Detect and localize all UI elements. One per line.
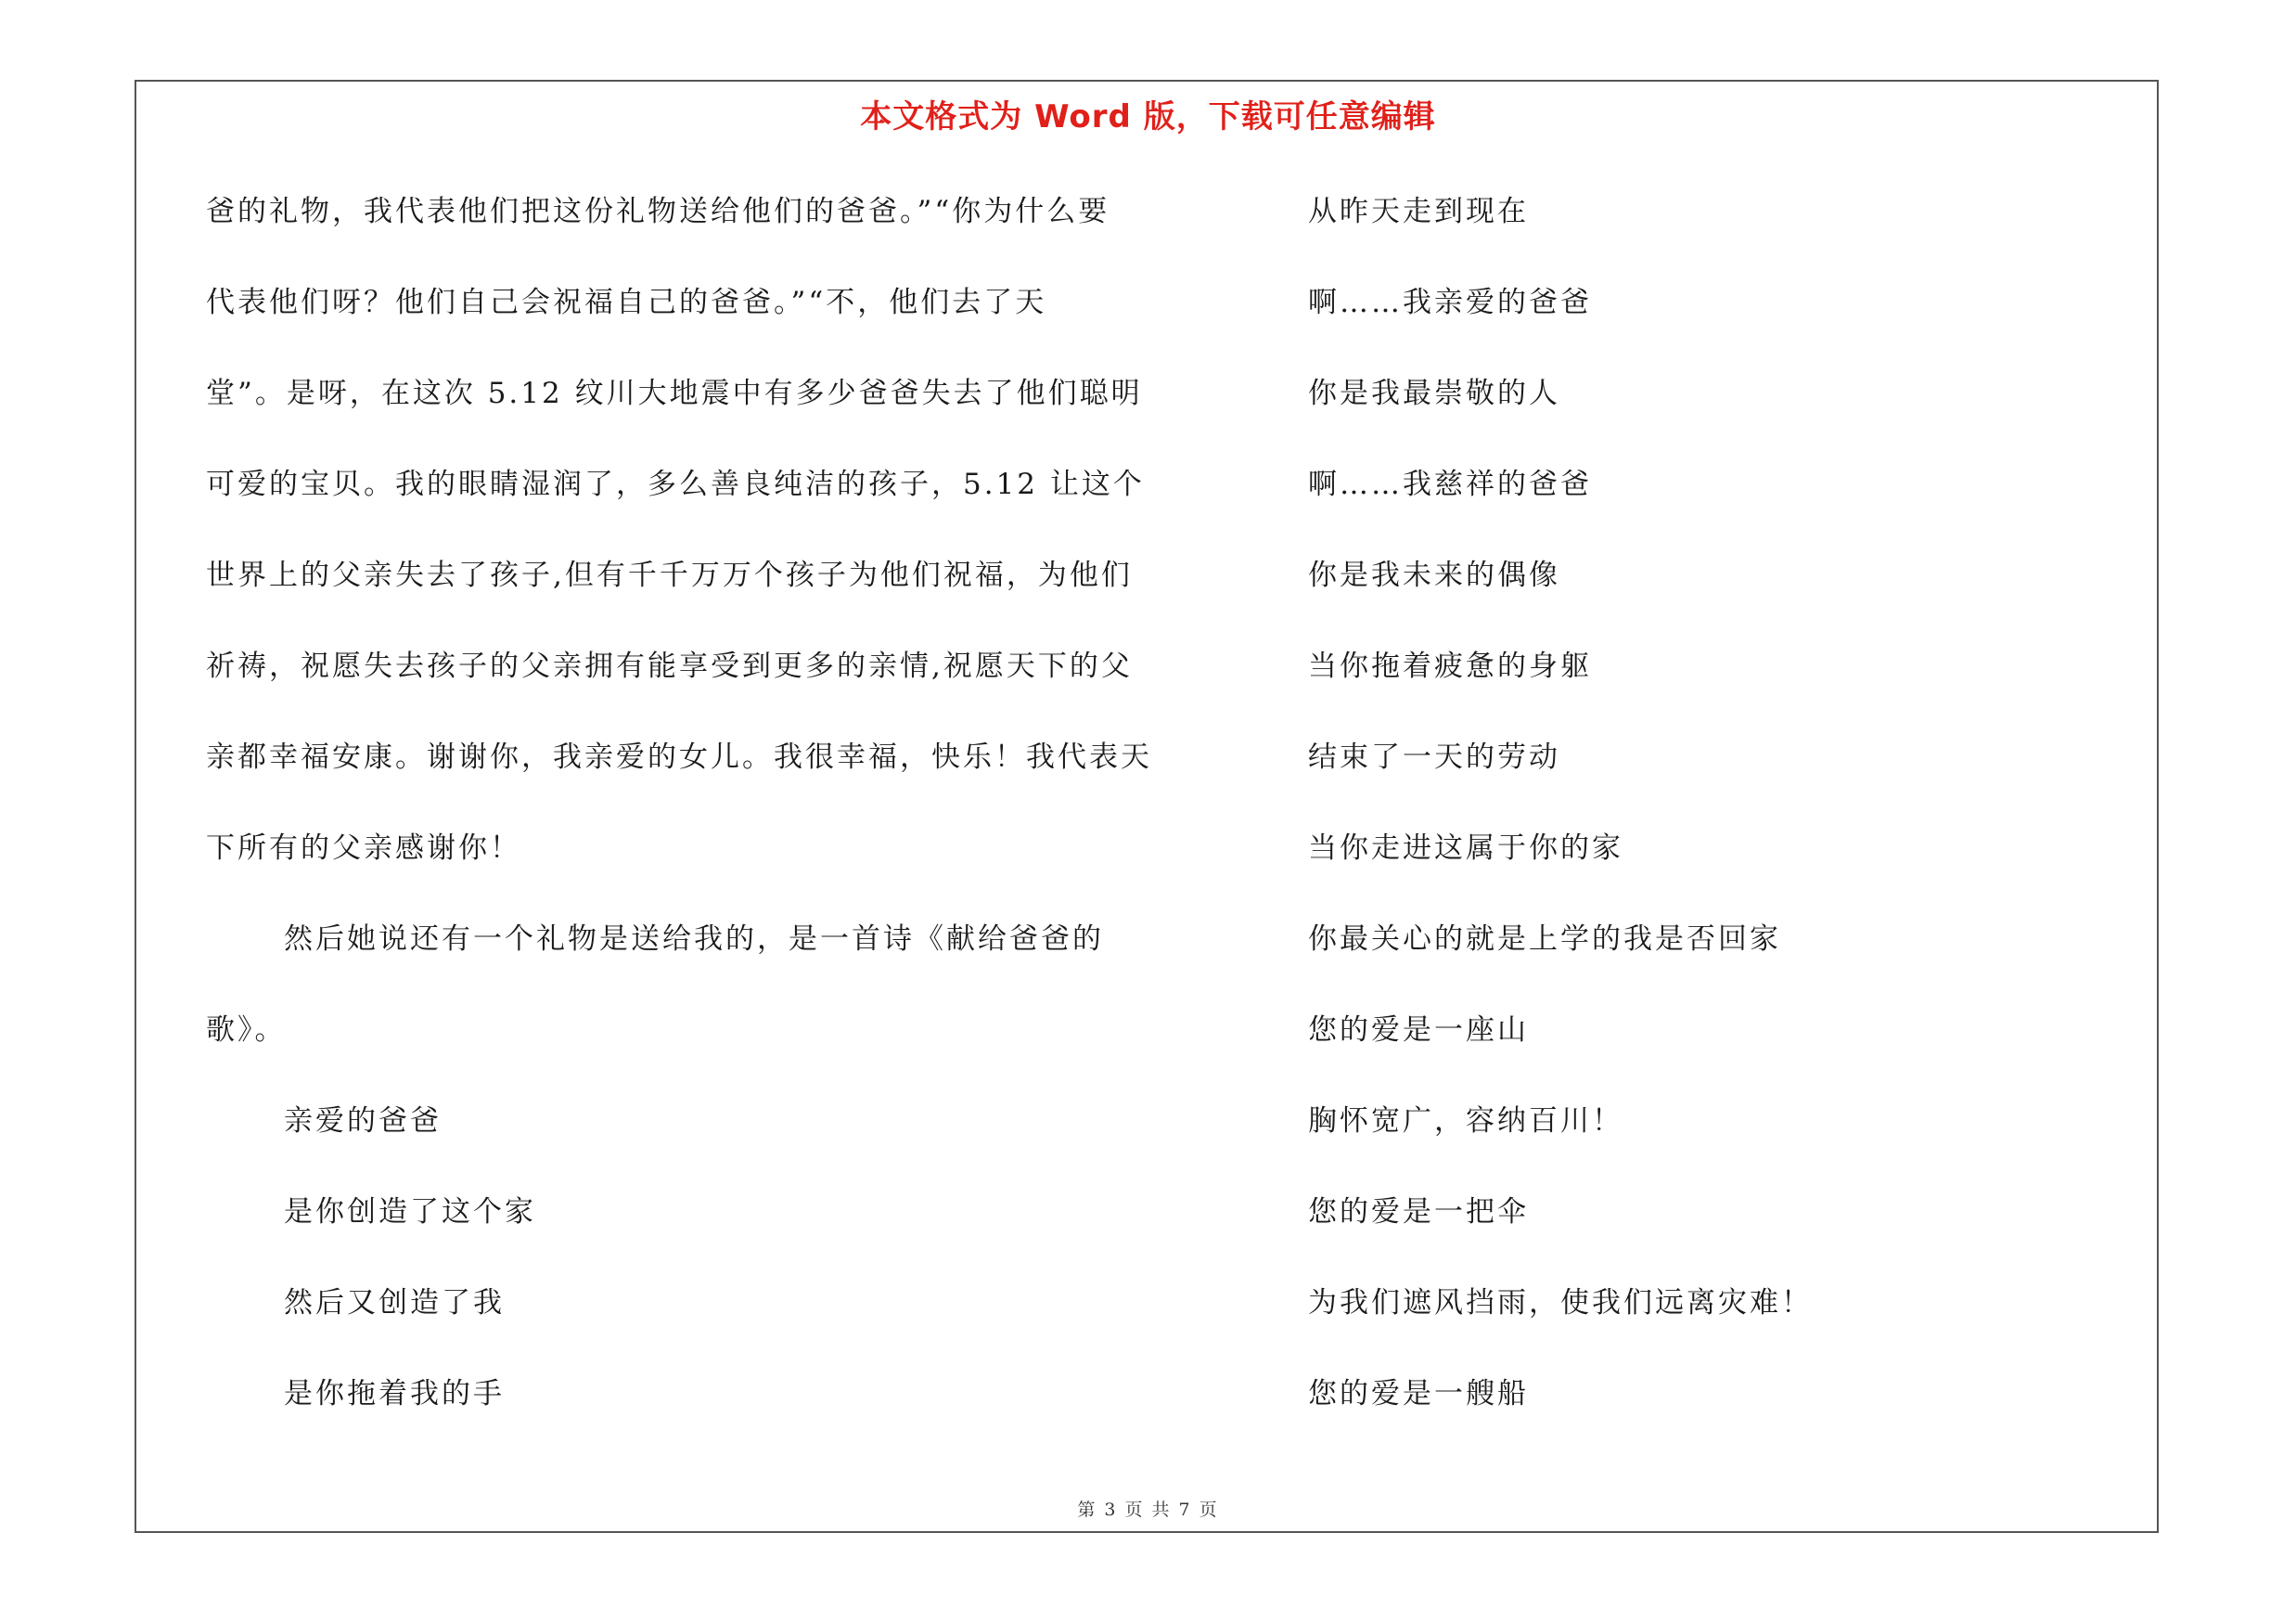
poem-line: 你是我最崇敬的人 [1308, 377, 1560, 410]
right-column [1308, 180, 2143, 1453]
body-line: 下所有的父亲感谢你！ [206, 831, 521, 865]
body-line: 亲都幸福安康。谢谢你，我亲爱的女儿。我很幸福，快乐！我代表天 [206, 741, 1152, 774]
poem-line: 亲爱的爸爸 [284, 1104, 442, 1138]
poem-line: 为我们遮风挡雨，使我们远离灾难！ [1308, 1286, 1813, 1320]
body-line: 可爱的宝贝。我的眼睛湿润了，多么善良纯洁的孩子，5.12 让这个 [206, 468, 1145, 501]
poem-line: 是你拖着我的手 [284, 1377, 505, 1410]
poem-line: 你是我未来的偶像 [1308, 559, 1560, 592]
poem-line: 然后又创造了我 [284, 1286, 505, 1320]
body-line: 爸的礼物，我代表他们把这份礼物送给他们的爸爸。”“你为什么要 [206, 195, 1110, 228]
poem-line: 啊……我亲爱的爸爸 [1308, 286, 1592, 319]
poem-line: 当你拖着疲惫的身躯 [1308, 650, 1592, 683]
poem-line: 您的爱是一座山 [1308, 1013, 1529, 1047]
poem-line: 啊……我慈祥的爸爸 [1308, 468, 1592, 501]
poem-line: 从昨天走到现在 [1308, 195, 1529, 228]
left-column [206, 180, 1152, 1453]
poem-line: 胸怀宽广，容纳百川！ [1308, 1104, 1623, 1138]
body-line: 然后她说还有一个礼物是送给我的，是一首诗《献给爸爸的 [284, 922, 1104, 956]
poem-line: 你最关心的就是上学的我是否回家 [1308, 922, 1781, 956]
format-notice-banner: 本文格式为 Word 版，下载可任意编辑 [860, 98, 1436, 135]
body-line: 堂”。是呀，在这次 5.12 纹川大地震中有多少爸爸失去了他们聪明 [206, 377, 1143, 410]
poem-line: 您的爱是一艘船 [1308, 1377, 1529, 1410]
body-line: 祈祷，祝愿失去孩子的父亲拥有能享受到更多的亲情,祝愿天下的父 [206, 650, 1133, 683]
body-line: 代表他们呀？他们自己会祝福自己的爸爸。”“不，他们去了天 [206, 286, 1047, 319]
poem-line: 当你走进这属于你的家 [1308, 831, 1623, 865]
page-number-footer: 第 3 页 共 7 页 [1077, 1500, 1219, 1520]
body-line: 歌》。 [206, 1013, 287, 1047]
poem-line: 您的爱是一把伞 [1308, 1195, 1529, 1229]
body-line: 世界上的父亲失去了孩子,但有千千万万个孩子为他们祝福，为他们 [206, 559, 1133, 592]
poem-line: 是你创造了这个家 [284, 1195, 536, 1229]
poem-line: 结束了一天的劳动 [1308, 741, 1560, 774]
